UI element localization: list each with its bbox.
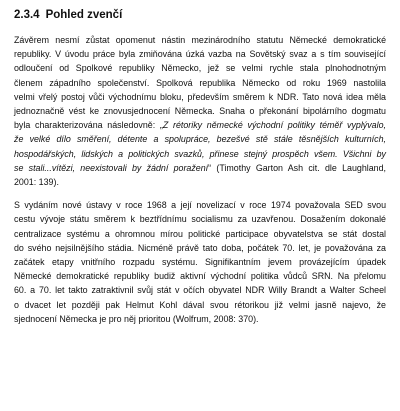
paragraph-2 [14,198,386,326]
text-line [14,269,386,283]
line-text: “ (Timothy Garton Ash cit. dle Laughland, [208,162,387,173]
line-text: jednoznačně vést ke znovusjednocení Německa. Snaha o překonání bipolárního dogmatu [14,106,386,117]
text-line [14,198,386,212]
line-text: Německé demokratické republiky budiž aktivní východní politika vůdců SRN. Na přelomu [14,271,386,282]
document-page [14,8,386,335]
section-title: Pohled zvenčí [45,9,123,21]
text-line [14,33,386,47]
line-text: republiky. V úvodu práce byla zmiňována úzká vazba na Sovětský svaz a s tím související [14,49,386,60]
paragraph-1 [14,33,386,189]
line-text: 2001: 139). [14,177,59,188]
text-line [14,212,386,226]
text-line [14,161,386,175]
text-line [14,227,386,241]
text-line [14,312,386,326]
line-text: S vydáním nové ústavy v roce 1968 a její novelizací v roce 1974 považovala SED svou [14,200,386,211]
line-text: odloučení od Spolkové republiky Německo, jež se velmi rychle stala plnohodnotným [14,63,386,74]
quote-text: se stali...vítězi, neexistovali by žádní poražení [14,162,209,173]
line-text: cestu vývoje státu směrem k beztřídnímu socialismu za uzavřenou. Dosažením dokonalé [14,214,386,225]
text-line [14,90,386,104]
line-text: začátek etapy vnitřního rozpadu systému. Signifikantním jevem provázejícím úpadek [14,257,386,268]
body-text [14,33,386,326]
quote-text: hospodářských, lidských a politických svazků, přinese stejný prospěch všem. Všichni by [14,148,386,159]
text-line [14,132,386,146]
section-number: 2.3.4 [14,9,40,21]
text-line [14,241,386,255]
text-line [14,147,386,161]
line-text: 60. a 70. let takto zatraktivnil svůj stát v očích obyvatel NDR Willy Brandt a Walter Scheel [14,285,386,296]
line-text: centralizace systému a ohromnou mírou politické participace obyvatelstva se stát dostal [14,228,386,239]
text-line [14,298,386,312]
text-line [14,255,386,269]
quote-text: že velké dílo směření, détente a spolupráce, bezešvé stě stále těsnějších kulturních, [14,134,386,145]
line-text: byla charakterizována následovně: „ [14,120,163,131]
line-text: Závěrem nesmí zůstat opomenut nástin mezinárodního statutu Německé demokratické [14,35,386,45]
text-line [14,283,386,297]
text-line [14,47,386,61]
line-text: sjednocení Německa je pro něj prioritou (Wolfrum, 2008: 370). [14,313,259,324]
text-line [14,61,386,75]
section-heading [14,8,386,23]
text-line [14,118,386,132]
text-line [14,76,386,90]
line-text: velmi vřelý postoj vůči východnímu bloku, především směrem k NDR. Tato nová idea měla [14,91,386,102]
quote-text: Z rétoriky německé východní politiky téměř vyplývalo, [162,120,386,131]
text-line [14,175,386,189]
line-text: o dvacet let později pak Helmut Kohl dával svou rétorikou již velmi jasně najevo, že [14,299,386,310]
line-text: členem západního společenství. Spolková republika Německo od roku 1969 nastolila [14,77,386,88]
line-text: do svého nejsilnějšího stádia. Nicméně právě tato doba, počátek 70. let, je považována za [14,242,386,253]
text-line [14,104,386,118]
